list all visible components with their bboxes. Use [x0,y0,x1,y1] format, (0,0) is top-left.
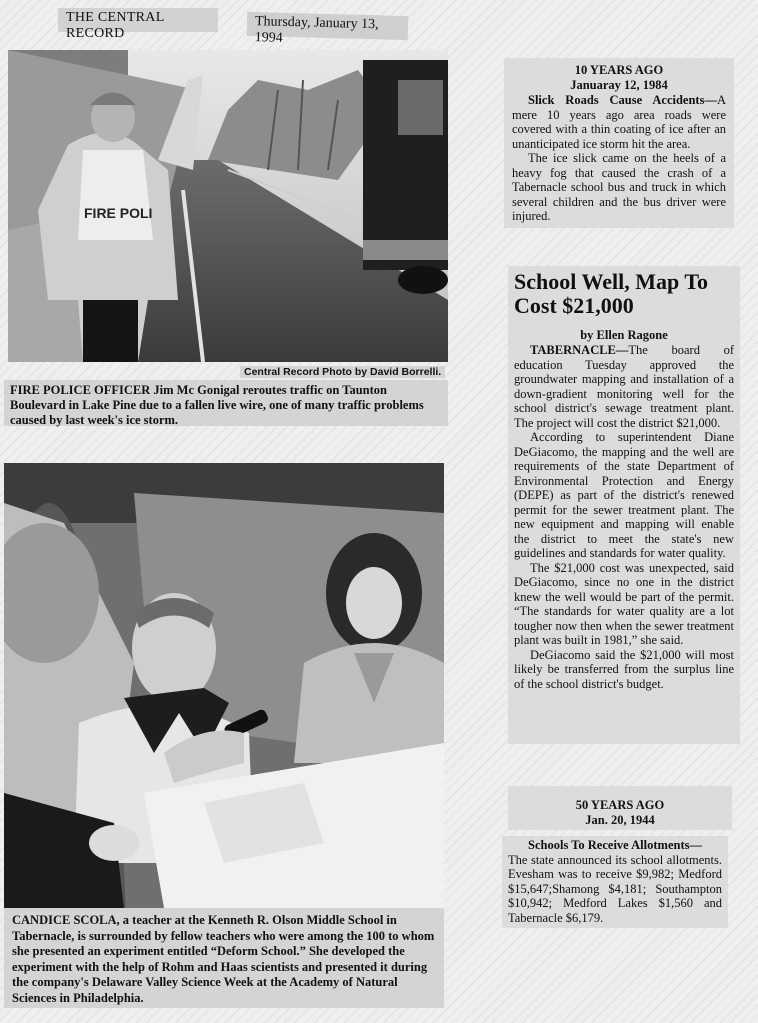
school-well-body [514,343,734,691]
school-well-byline: by Ellen Ragone [580,328,668,342]
school-well-headline: School Well, Map To Cost $21,000 [514,269,708,318]
ten-years-date: Januaray 12, 1984 [570,78,668,92]
school-well-dateline: TABERNACLE— [530,343,629,357]
ten-years-p2: The ice slick came on the heels of a heavy fog that caused the crash of a Tabernacle school bus and truck in which several children and the bus driver were injured. [512,151,726,223]
teachers-photo-image [4,463,444,908]
school-well-clipping [508,266,740,744]
ten-years-lead: Slick Roads Cause Accidents— [528,93,717,107]
ten-years-body [512,93,726,224]
teachers-photo [4,463,444,908]
fifty-years-heading-box [508,786,732,830]
ten-years-p1: A mere 10 years ago area roads were covered with a thin coating of ice after an unanticipated ice storm hit the area. [512,93,726,151]
teachers-caption: CANDICE SCOLA, a teacher at the Kenneth R. Olson Middle School in Tabernacle, is surrounded by fellow teachers who were among the 100 to whom she presented an experiment entitled “Deform School.” She developed the experiment with the help of Rohm and Haas scientists and presented it during the company's Delaware Valley Science Week at the Academy of Natural Sciences in Philadelphia. [4,908,444,1008]
photo-credit: Central Record Photo by David Borrelli. [240,366,445,378]
school-well-p2: According to superintendent Diane DeGiacomo, the mapping and the well are requirements of the state Department of Environmental Protection and Energy (DEPE) as part of the district's renewed permit for the sewer treatment plant. The new equipment and mapping will enable the district to meet the state's new guidelines and standards for water quality. [514,430,734,560]
school-well-p3: The $21,000 cost was unexpected, said DeGiacomo, since no one in the district knew the well would be part of the permit. “The standards for water quality are a lot tougher now then when the sewer treatment plant was built in 1981,” she said. [514,560,734,647]
fifty-years-body [508,838,722,925]
fifty-years-heading: 50 YEARS AGO [575,798,665,812]
ten-years-heading: 10 YEARS AGO [574,63,664,77]
paper-name-label: THE CENTRAL RECORD [58,8,218,32]
ten-years-ago-clipping [504,58,734,228]
fire-police-photo-image [8,50,448,362]
fifty-years-lead: Schools To Receive Allotments— [528,838,702,852]
school-well-p4: DeGiacomo said the $21,000 will most likely be transferred from the surplus line of the school district's budget. [514,647,734,691]
fire-police-photo [8,50,448,362]
fifty-years-date: Jan. 20, 1944 [585,813,655,827]
fire-police-caption: FIRE POLICE OFFICER Jim Mc Gonigal reroutes traffic on Taunton Boulevard in Lake Pine due to a fallen live wire, one of many traffic problems caused by last week's ice storm. [4,380,448,426]
fifty-years-text: The state announced its school allotments. Evesham was to receive $9,982; Medford $15,647;Shamong $4,181; Southampton $10,942; Medford Lakes $1,560 and Tabernacle $6,179. [508,852,722,925]
school-well-p1: The board of education Tuesday approved the groundwater mapping and installation of a down-gradient monitoring well for the school district's sewage treatment plant. The project will cost the district $21,000. [514,343,734,430]
vest-text: FIRE POLI [84,205,153,221]
date-label: Thursday, January 13, 1994 [247,12,409,40]
fifty-years-clipping [502,836,728,928]
